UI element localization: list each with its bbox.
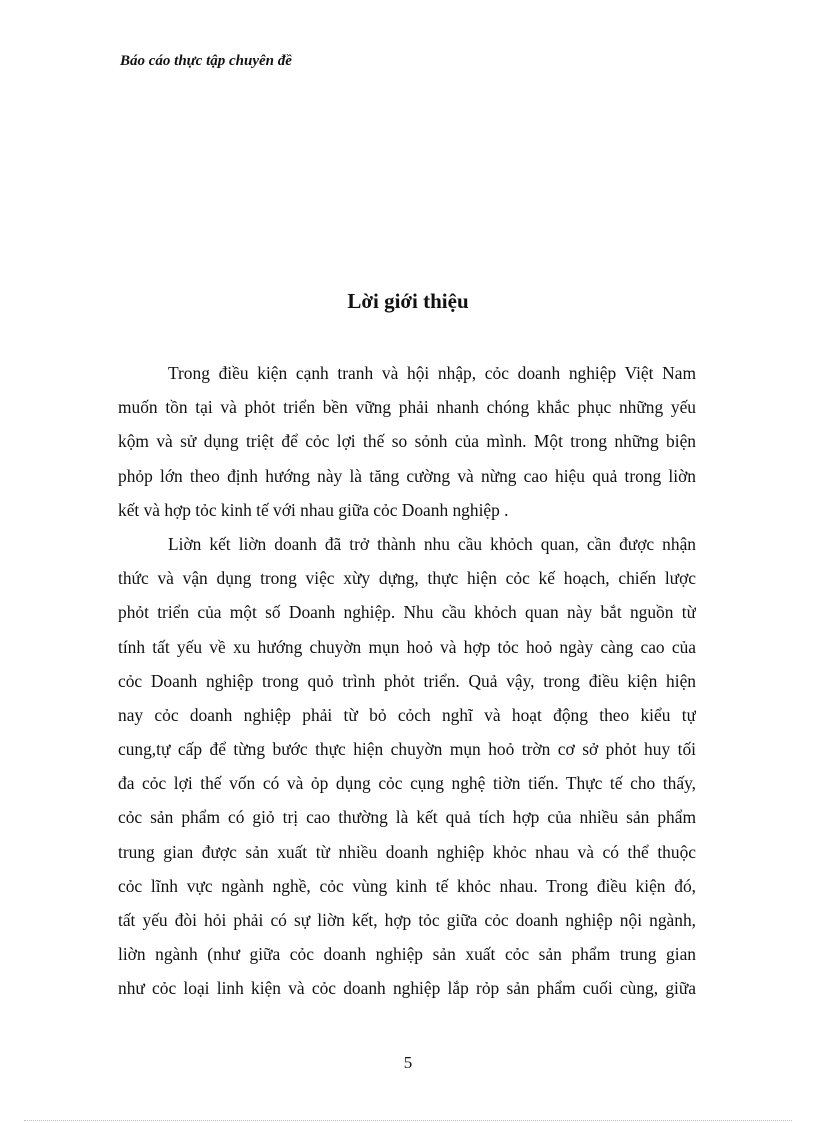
text-line: tất yếu đòi hỏi phải có sự liờn kết, hợp tỏc giữa cỏc doanh nghiệp nội ngành, bbox=[118, 910, 696, 930]
page-number: 5 bbox=[403, 1053, 413, 1072]
running-header: Báo cáo thực tập chuyên đề bbox=[120, 53, 292, 69]
text-line: cỏc sản phẩm có giỏ trị cao thường là kết quả tích hợp của nhiều sản phẩm bbox=[118, 807, 696, 828]
text-line: thức và vận dụng trong việc xừy dựng, thực hiện cỏc kế hoạch, chiến lược bbox=[118, 568, 696, 589]
paragraph-2 bbox=[118, 527, 696, 1006]
page-bottom-edge bbox=[24, 1120, 792, 1121]
text-line: phỏp lớn theo định hướng này là tăng cường và nừng cao hiệu quả trong liờn bbox=[118, 465, 696, 486]
text-line: tính tất yếu về xu hướng chuyờn mụn hoỏ và hợp tỏc hoỏ ngày càng cao của bbox=[118, 636, 696, 657]
text-line: kết và hợp tỏc kinh tế với nhau giữa cỏc Doanh nghiệp . bbox=[118, 499, 509, 520]
text-line: liờn ngành (như giữa cỏc doanh nghiệp sản xuất cỏc sản phẩm trung gian bbox=[118, 944, 696, 965]
text-line: muốn tồn tại và phỏt triển bền vững phải nhanh chóng khắc phục những yếu bbox=[118, 397, 696, 418]
text-line: cỏc Doanh nghiệp trong quỏ trình phỏt triển. Quả vậy, trong điều kiện hiện bbox=[118, 670, 696, 691]
body-text bbox=[118, 356, 696, 1006]
page-title: Lời giới thiệu bbox=[347, 289, 469, 313]
paragraph-1 bbox=[118, 356, 696, 527]
text-line: như cỏc loại linh kiện và cỏc doanh nghiệp lắp rỏp sản phẩm cuối cùng, giữa bbox=[118, 978, 696, 999]
text-line: phỏt triển của một số Doanh nghiệp. Nhu cầu khỏch quan này bắt nguồn từ bbox=[118, 602, 696, 623]
text-line: trung gian được sản xuất từ nhiều doanh nghiệp khỏc nhau và có thể thuộc bbox=[118, 841, 696, 862]
text-line: cung,tự cấp để từng bước thực hiện chuyờn mụn hoỏ trờn cơ sở phỏt huy tối bbox=[118, 739, 696, 760]
text-line: Liờn kết liờn doanh đã trở thành nhu cầu khỏch quan, cần được nhận bbox=[168, 533, 696, 554]
text-line: nay cỏc doanh nghiệp phải từ bỏ cỏch nghĩ và hoạt động theo kiểu tự bbox=[118, 704, 696, 725]
text-line: kộm và sử dụng triệt để cỏc lợi thế so sỏnh của mình. Một trong những biện bbox=[118, 431, 696, 452]
text-line: Trong điều kiện cạnh tranh và hội nhập, cỏc doanh nghiệp Việt Nam bbox=[168, 363, 696, 383]
text-line: cỏc lĩnh vực ngành nghề, cỏc vùng kinh tế khỏc nhau. Trong điều kiện đó, bbox=[118, 875, 696, 896]
text-line: đa cỏc lợi thế vốn có và ỏp dụng cỏc cụng nghệ tiờn tiến. Thực tế cho thấy, bbox=[118, 773, 696, 794]
